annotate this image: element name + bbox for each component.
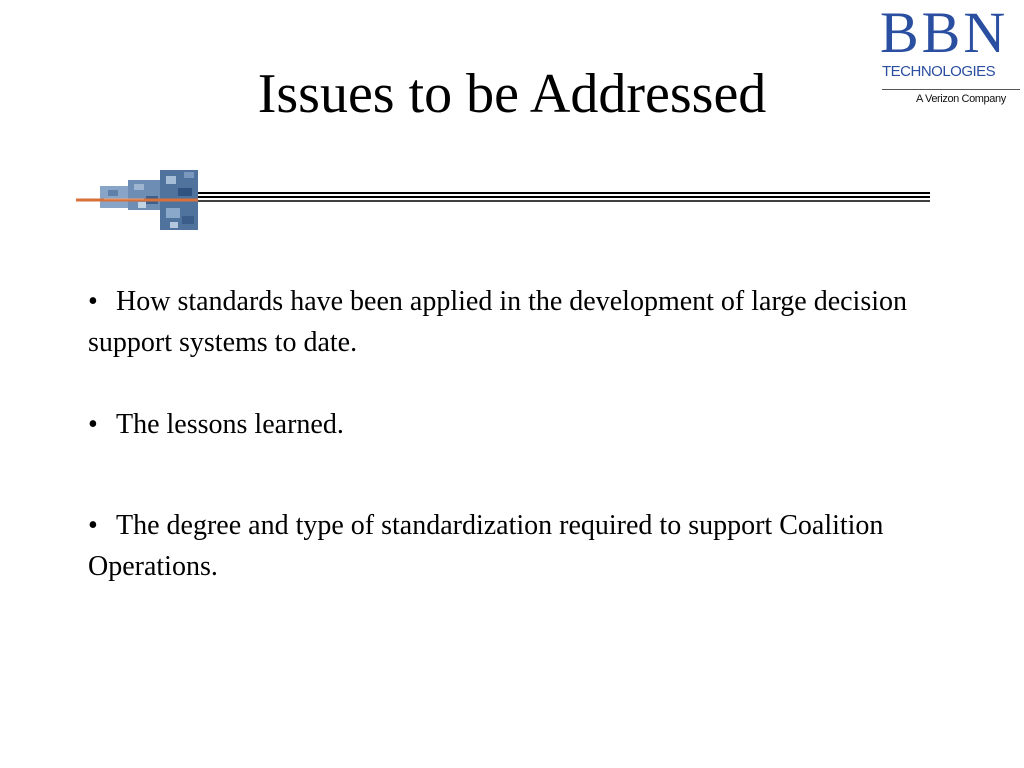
bullet-text: The degree and type of standardization required to support Coalition Operations.	[88, 510, 884, 582]
logo-rule	[882, 89, 1020, 90]
bullet-list	[88, 281, 908, 587]
logo-letters: BBN	[880, 0, 1009, 65]
bullet-dot: •	[88, 286, 98, 317]
title-divider-graphic	[74, 168, 934, 232]
bullet-text: How standards have been applied in the development of large decision support systems to date.	[88, 286, 908, 358]
bullet-item	[88, 505, 908, 587]
logo-tagline: A Verizon Company	[916, 93, 1006, 105]
bullet-item	[88, 281, 908, 363]
bullet-text: The lessons learned.	[116, 409, 344, 440]
bbn-logo	[880, 0, 1022, 112]
bullet-dot: •	[88, 409, 98, 440]
slide-title: Issues to be Addressed	[257, 63, 767, 125]
bullet-item	[88, 404, 908, 445]
bullet-dot: •	[88, 510, 98, 541]
logo-subtitle: TECHNOLOGIES	[882, 63, 996, 80]
